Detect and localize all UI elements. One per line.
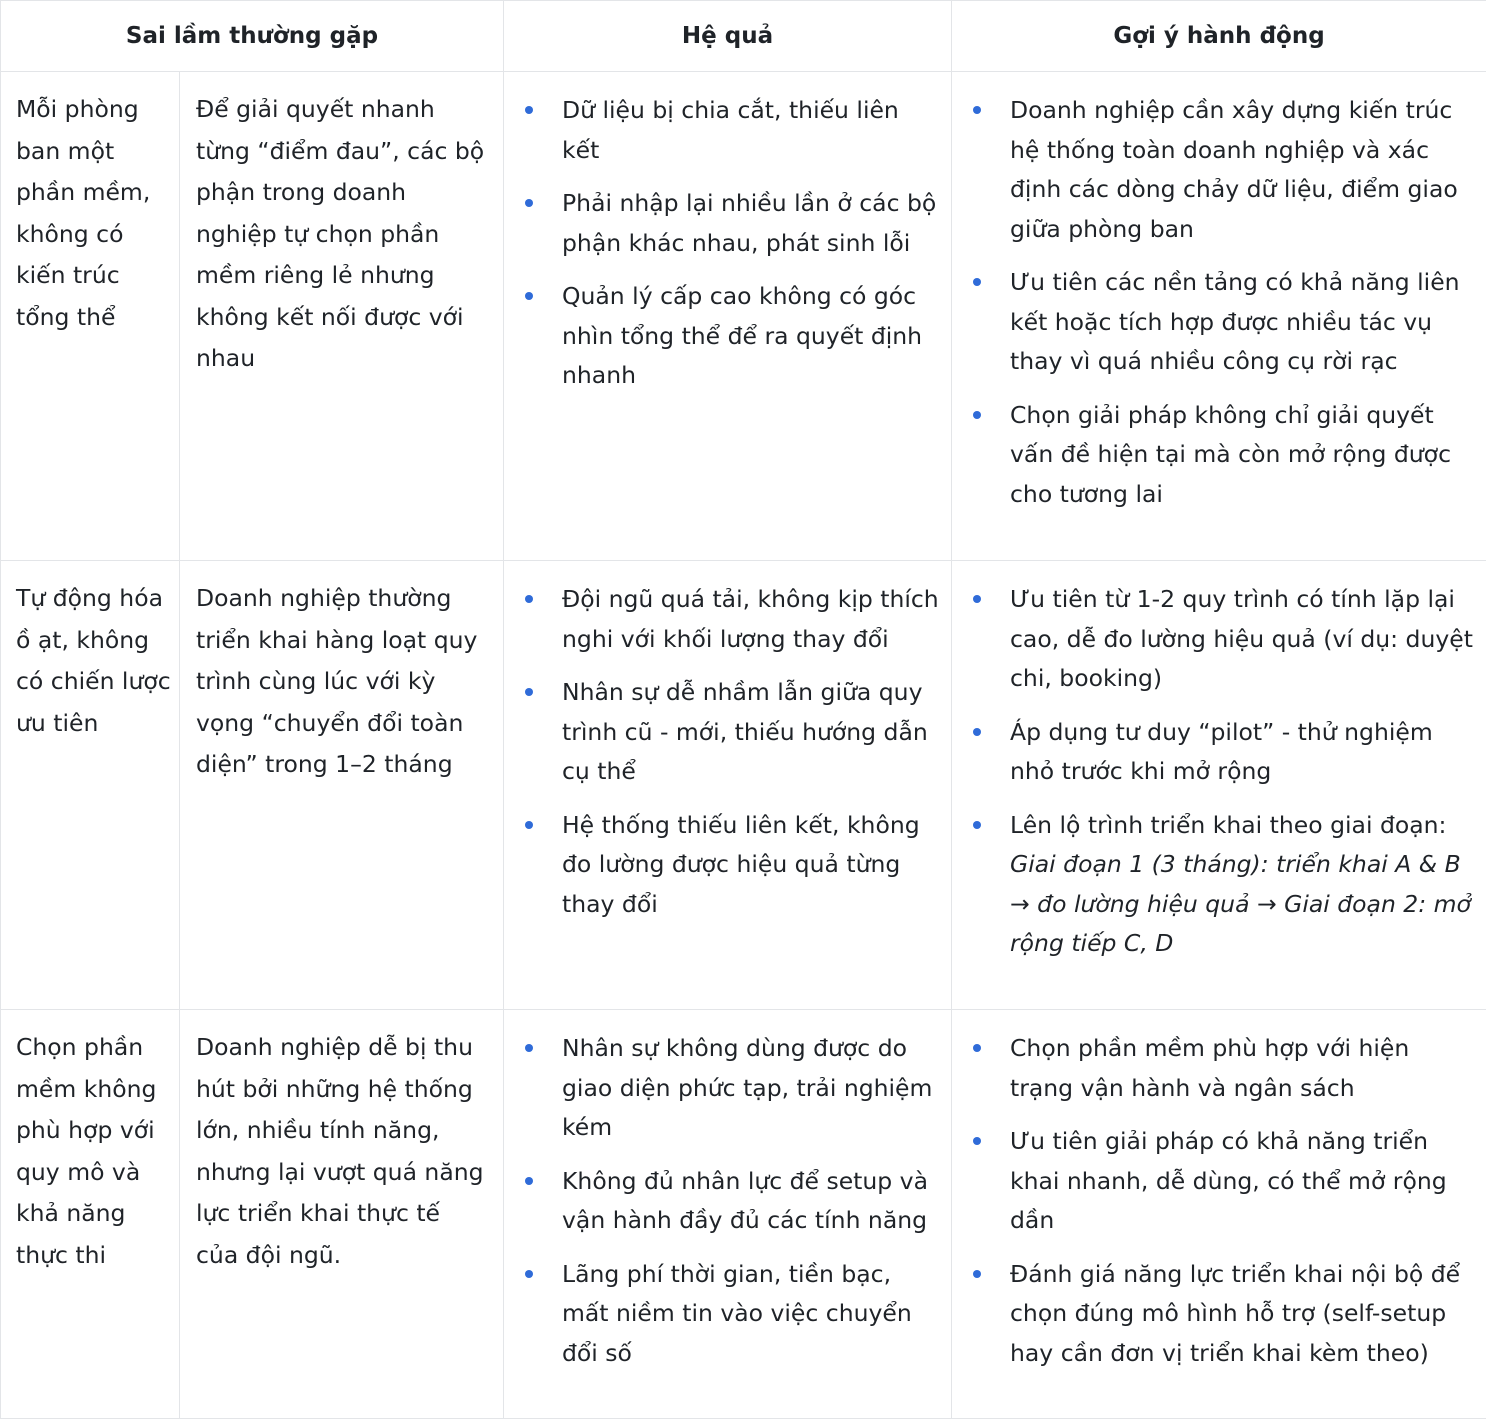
bullet-icon bbox=[525, 199, 533, 207]
bullet-icon bbox=[525, 1270, 533, 1278]
consequences-cell bbox=[504, 561, 952, 1010]
description-cell: Doanh nghiệp thường triển khai hàng loạt quy trình cùng lúc với kỳ vọng “chuyển đổi toàn diện” trong 1–2 tháng bbox=[180, 561, 504, 1010]
list-item: Áp dụng tư duy “pilot” - thử nghiệm nhỏ trước khi mở rộng bbox=[972, 713, 1474, 792]
roadmap-detail: Giai đoạn 1 (3 tháng): triển khai A & B → đo lường hiệu quả → Giai đoạn 2: mở rộng tiếp C, D bbox=[1010, 850, 1471, 957]
list-item: Hệ thống thiếu liên kết, không đo lường được hiệu quả từng thay đổi bbox=[524, 806, 939, 925]
list-item: Phải nhập lại nhiều lần ở các bộ phận khác nhau, phát sinh lỗi bbox=[524, 184, 939, 263]
actions-cell bbox=[952, 72, 1486, 561]
list-item: Ưu tiên giải pháp có khả năng triển khai nhanh, dễ dùng, có thể mở rộng dần bbox=[972, 1122, 1474, 1241]
mistake-cell: Tự động hóa ồ ạt, không có chiến lược ưu tiên bbox=[1, 561, 180, 1010]
list-item: Ưu tiên từ 1-2 quy trình có tính lặp lại cao, dễ đo lường hiệu quả (ví dụ: duyệt chi, booking) bbox=[972, 580, 1474, 699]
list-item: Ưu tiên các nền tảng có khả năng liên kết hoặc tích hợp được nhiều tác vụ thay vì quá nhiều công cụ rời rạc bbox=[972, 263, 1474, 382]
header-actions: Gợi ý hành động bbox=[952, 1, 1486, 72]
table-header bbox=[1, 1, 1486, 72]
bullet-icon bbox=[973, 411, 981, 419]
bullet-icon bbox=[525, 1044, 533, 1052]
table-row bbox=[1, 1010, 1486, 1419]
list-item: Lãng phí thời gian, tiền bạc, mất niềm tin vào việc chuyển đổi số bbox=[524, 1255, 939, 1374]
actions-cell bbox=[952, 561, 1486, 1010]
list-item: Đánh giá năng lực triển khai nội bộ để chọn đúng mô hình hỗ trợ (self-setup hay cần đơn vị triển khai kèm theo) bbox=[972, 1255, 1474, 1374]
list-item bbox=[972, 806, 1474, 964]
header-consequences: Hệ quả bbox=[504, 1, 952, 72]
list-item: Nhân sự dễ nhầm lẫn giữa quy trình cũ - mới, thiếu hướng dẫn cụ thể bbox=[524, 673, 939, 792]
roadmap-lead: Lên lộ trình triển khai theo giai đoạn: bbox=[1010, 811, 1446, 839]
table-row bbox=[1, 72, 1486, 561]
description-cell: Doanh nghiệp dễ bị thu hút bởi những hệ thống lớn, nhiều tính năng, nhưng lại vượt quá năng lực triển khai thực tế của đội ngũ. bbox=[180, 1010, 504, 1419]
list-item: Nhân sự không dùng được do giao diện phức tạp, trải nghiệm kém bbox=[524, 1029, 939, 1148]
bullet-icon bbox=[973, 595, 981, 603]
mistake-cell: Mỗi phòng ban một phần mềm, không có kiến trúc tổng thể bbox=[1, 72, 180, 561]
list-item: Không đủ nhân lực để setup và vận hành đầy đủ các tính năng bbox=[524, 1162, 939, 1241]
header-mistakes: Sai lầm thường gặp bbox=[1, 1, 504, 72]
bullet-icon bbox=[525, 106, 533, 114]
consequences-cell bbox=[504, 72, 952, 561]
bullet-icon bbox=[973, 1044, 981, 1052]
bullet-icon bbox=[973, 821, 981, 829]
bullet-icon bbox=[973, 728, 981, 736]
bullet-icon bbox=[525, 1177, 533, 1185]
list-item: Quản lý cấp cao không có góc nhìn tổng thể để ra quyết định nhanh bbox=[524, 277, 939, 396]
bullet-icon bbox=[525, 292, 533, 300]
bullet-icon bbox=[525, 821, 533, 829]
bullet-icon bbox=[525, 595, 533, 603]
table-row bbox=[1, 561, 1486, 1010]
list-item: Dữ liệu bị chia cắt, thiếu liên kết bbox=[524, 91, 939, 170]
list-item: Chọn giải pháp không chỉ giải quyết vấn đề hiện tại mà còn mở rộng được cho tương lai bbox=[972, 396, 1474, 515]
bullet-icon bbox=[973, 106, 981, 114]
consequences-cell bbox=[504, 1010, 952, 1419]
bullet-icon bbox=[973, 1270, 981, 1278]
list-item: Đội ngũ quá tải, không kịp thích nghi với khối lượng thay đổi bbox=[524, 580, 939, 659]
bullet-icon bbox=[973, 278, 981, 286]
description-cell: Để giải quyết nhanh từng “điểm đau”, các bộ phận trong doanh nghiệp tự chọn phần mềm riêng lẻ nhưng không kết nối được với nhau bbox=[180, 72, 504, 561]
bullet-icon bbox=[525, 688, 533, 696]
mistake-cell: Chọn phần mềm không phù hợp với quy mô và khả năng thực thi bbox=[1, 1010, 180, 1419]
actions-cell bbox=[952, 1010, 1486, 1419]
bullet-icon bbox=[973, 1137, 981, 1145]
list-item: Chọn phần mềm phù hợp với hiện trạng vận hành và ngân sách bbox=[972, 1029, 1474, 1108]
list-item: Doanh nghiệp cần xây dựng kiến trúc hệ thống toàn doanh nghiệp và xác định các dòng chảy dữ liệu, điểm giao giữa phòng ban bbox=[972, 91, 1474, 249]
